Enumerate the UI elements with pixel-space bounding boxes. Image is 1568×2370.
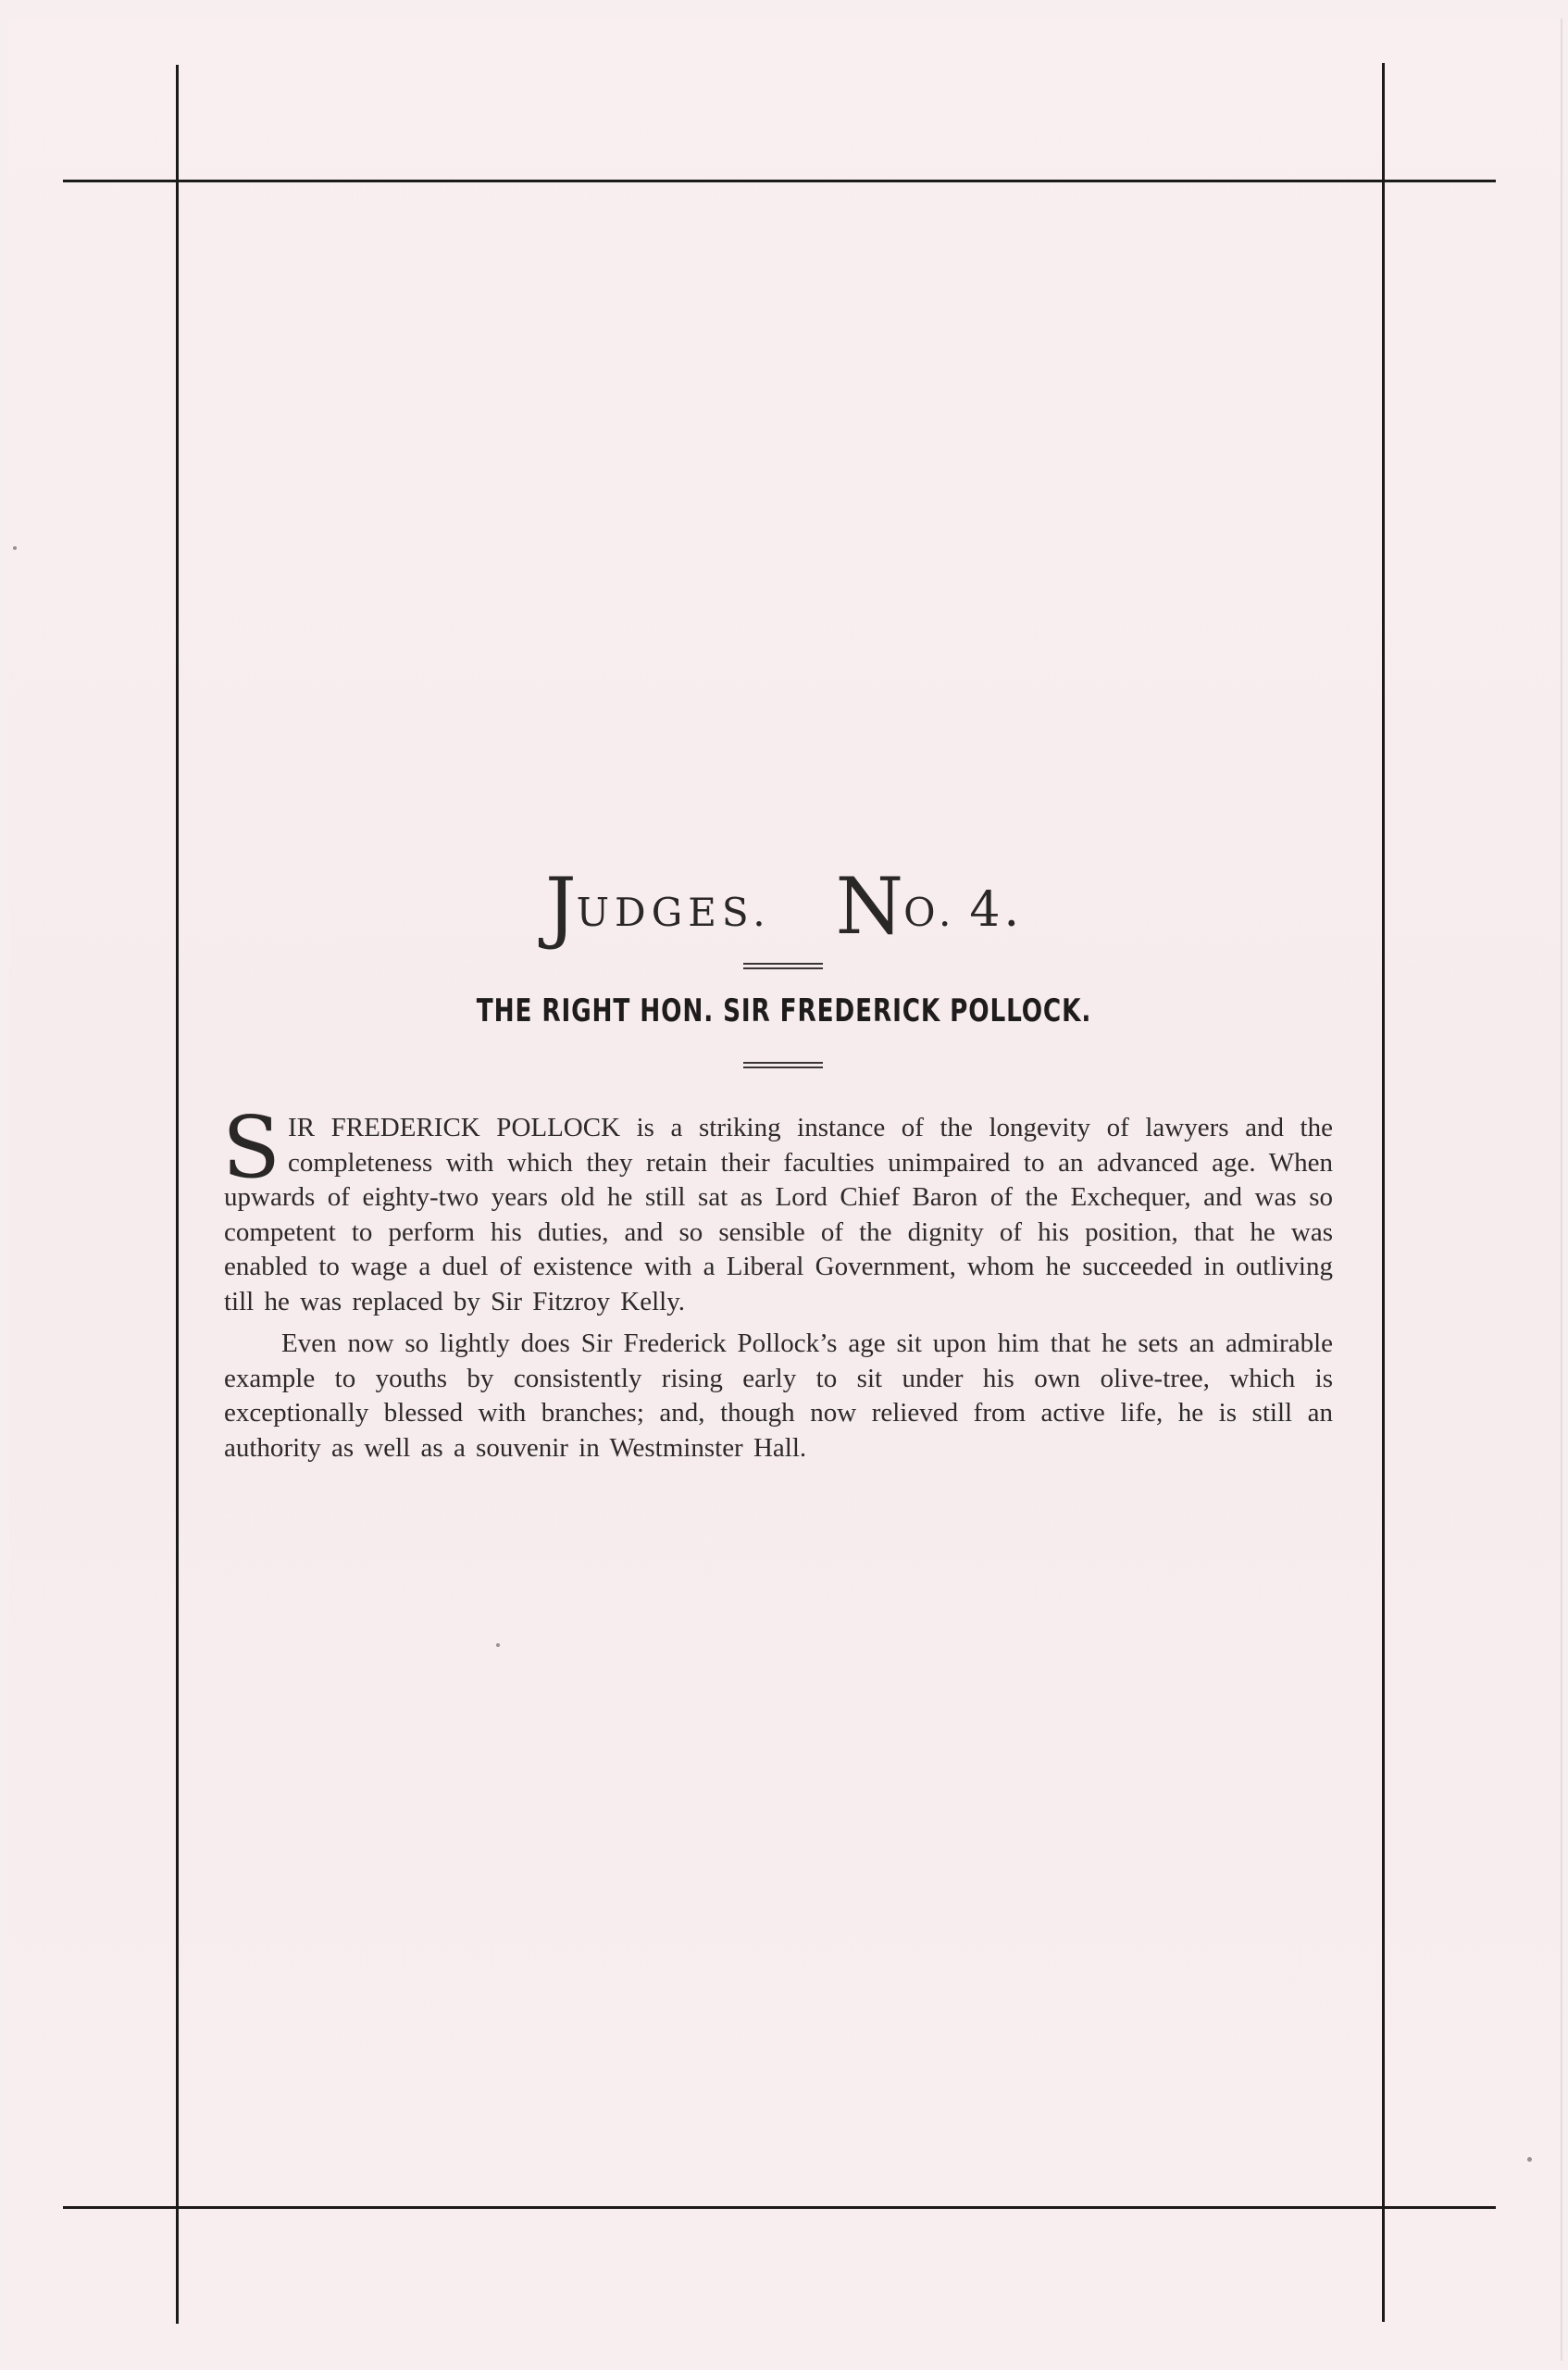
- title-divider-lower: [743, 1062, 823, 1068]
- article-subtitle: THE RIGHT HON. SIR FREDERICK POLLOCK.: [476, 992, 1092, 1029]
- frame-rule-right: [1382, 63, 1385, 2322]
- paragraph-1-text: IR FREDERICK POLLOCK is a striking instance of the longevity of lawyers and the completeness with which they retain their faculties unimpaired to an advanced age. When upwards of eighty-two years old he still sat as Lord Chief Baron of the Exchequer, and was so competent to perform his duties, and so sensible of the dignity of his position, that he was enabled to wage a duel of existence with a Liberal Government, whom he succeeded in outliving till he was replaced by Sir Fitzroy Kelly.: [224, 1113, 1333, 1316]
- paper-speck: [496, 1643, 500, 1647]
- number-value: 4.: [969, 882, 1024, 938]
- article-body: [222, 1098, 1333, 1466]
- number-initial: N: [835, 861, 904, 952]
- number-word: O.: [903, 890, 957, 935]
- paragraph-1: [222, 1098, 1333, 1319]
- series-word: UDGES.: [576, 890, 771, 935]
- frame-rule-bottom: [63, 2206, 1496, 2209]
- title-divider-upper: [743, 963, 823, 969]
- series-title: [0, 861, 1568, 952]
- drop-cap: S: [222, 1098, 281, 1197]
- paper-speck: [1527, 2157, 1532, 2162]
- paragraph-2: Even now so lightly does Sir Frederick Pollock’s age sit upon him that he sets an admirable example to youths by consistently rising early to sit under his own olive-tree, which is exceptionally blessed with branches; and, though now relieved from active life, he is still an authority as well as a souvenir in Westminster Hall.: [224, 1328, 1333, 1463]
- frame-rule-top: [63, 180, 1496, 182]
- series-initial: J: [544, 861, 577, 952]
- paper-speck: [13, 546, 17, 550]
- frame-rule-left: [176, 65, 179, 2324]
